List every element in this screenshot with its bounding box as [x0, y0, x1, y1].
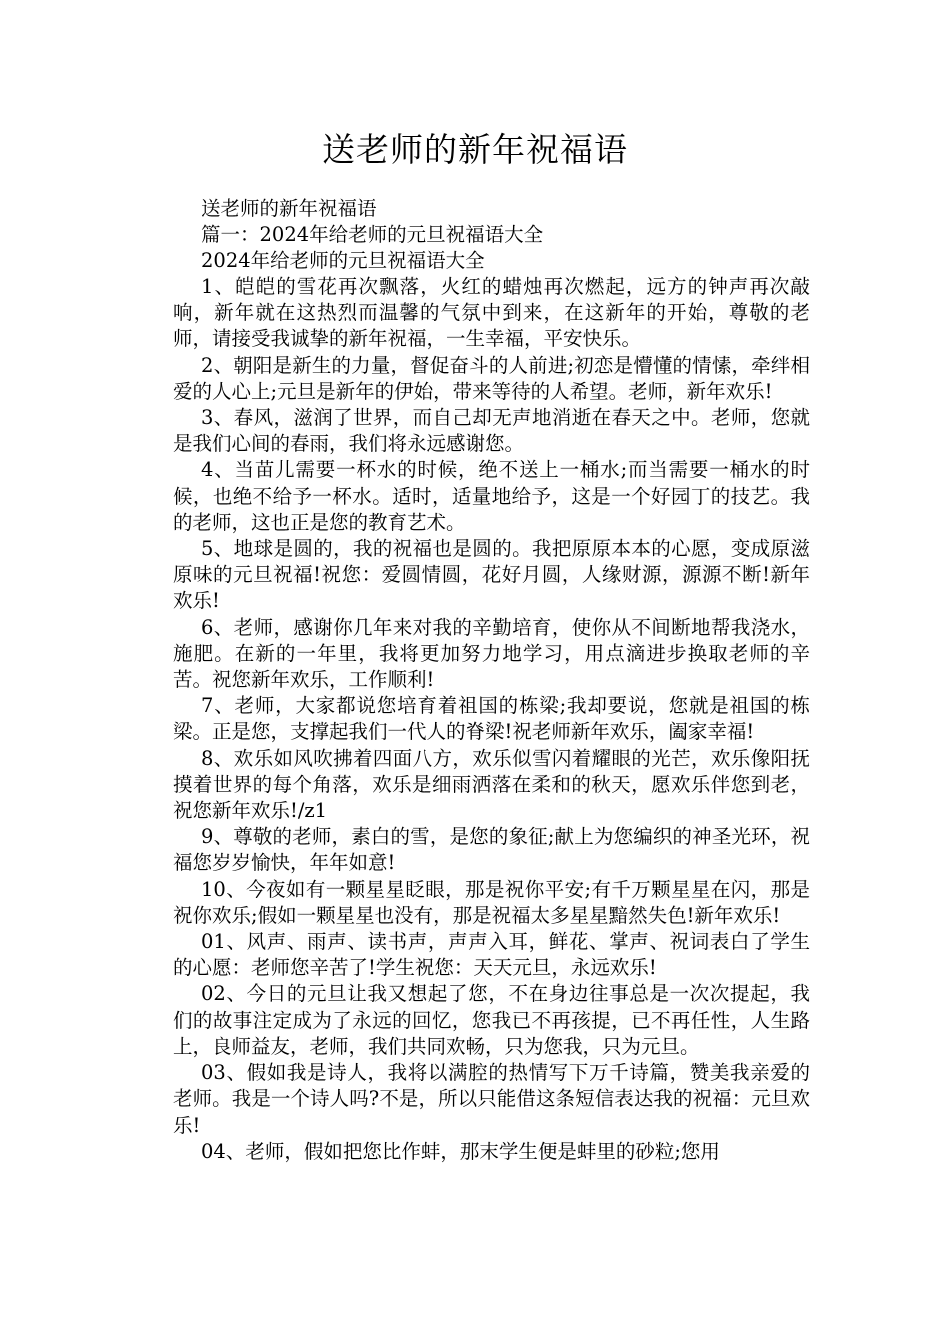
paragraph-3: 3、春风，滋润了世界，而自己却无声地消逝在春天之中。老师，您就是我们心间的春雨，我们将永远感谢您。 [173, 406, 810, 456]
paragraph-9: 9、尊敬的老师，素白的雪，是您的象征;献上为您编织的神圣光环，祝福您岁岁愉快，年年如意! [173, 825, 810, 875]
paragraph-5: 5、地球是圆的，我的祝福也是圆的。我把原原本本的心愿，变成原滋原味的元旦祝福!祝您：爱圆情圆，花好月圆，人缘财源，源源不断!新年欢乐! [173, 537, 810, 613]
paragraph-8: 8、欢乐如风吹拂着四面八方，欢乐似雪闪着耀眼的光芒，欢乐像阳抚摸着世界的每个角落，欢乐是细雨洒落在柔和的秋天，愿欢乐伴您到老，祝您新年欢乐!/z1 [173, 746, 810, 823]
header-line-title: 送老师的新年祝福语 [201, 197, 377, 220]
paragraph-7: 7、老师，大家都说您培育着祖国的栋梁;我却要说，您就是祖国的栋梁。正是您，支撑起我们一代人的脊梁!祝老师新年欢乐，阖家幸福! [173, 694, 810, 744]
paragraph-02: 02、今日的元旦让我又想起了您，不在身边往事总是一次次提起，我们的故事注定成为了永远的回忆，您我已不再孩提，已不再任性，人生路上，良师益友，老师，我们共同欢畅，只为您我，只为元旦。 [173, 982, 810, 1058]
document-title: 送老师的新年祝福语 [322, 130, 628, 169]
paragraph-6: 6、老师，感谢你几年来对我的辛勤培育，使你从不间断地帮我浇水，施肥。在新的一年里，我将更加努力地学习，用点滴进步换取老师的辛苦。祝您新年欢乐，工作顺利! [173, 615, 810, 692]
paragraph-01: 01、风声、雨声、读书声，声声入耳，鲜花、掌声、祝词表白了学生的心愿：老师您辛苦了!学生祝您：天天元旦，永远欢乐! [173, 930, 810, 980]
paragraph-03: 03、假如我是诗人，我将以满腔的热情写下万千诗篇，赞美我亲爱的老师。我是一个诗人吗?不是，所以只能借这条短信表达我的祝福：元旦欢乐! [173, 1061, 810, 1137]
document-body [173, 196, 810, 1165]
header-line-subtitle: 2024年给老师的元旦祝福语大全 [201, 249, 485, 272]
paragraph-04: 04、老师，假如把您比作蚌，那末学生便是蚌里的砂粒;您用 [201, 1139, 720, 1163]
paragraph-10: 10、今夜如有一颗星星眨眼，那是祝你平安;有千万颗星星在闪，那是祝你欢乐;假如一颗星星也没有，那是祝福太多星星黯然失色!新年欢乐! [173, 877, 810, 927]
paragraph-2: 2、朝阳是新生的力量，督促奋斗的人前进;初恋是懵懂的情愫，牵绊相爱的人心上;元旦是新年的伊始，带来等待的人希望。老师，新年欢乐! [173, 353, 810, 403]
paragraph-4: 4、当苗儿需要一杯水的时候，绝不送上一桶水;而当需要一桶水的时候，也绝不给予一杯水。适时，适量地给予，这是一个好园丁的技艺。我的老师，这也正是您的教育艺术。 [173, 458, 810, 534]
header-line-chapter: 篇一：2024年给老师的元旦祝福语大全 [201, 223, 544, 246]
paragraph-1: 1、皑皑的雪花再次飘落，火红的蜡烛再次燃起，远方的钟声再次敲响，新年就在这热烈而温馨的气氛中到来，在这新年的开始，尊敬的老师，请接受我诚挚的新年祝福，一生幸福，平安快乐。 [173, 275, 810, 351]
